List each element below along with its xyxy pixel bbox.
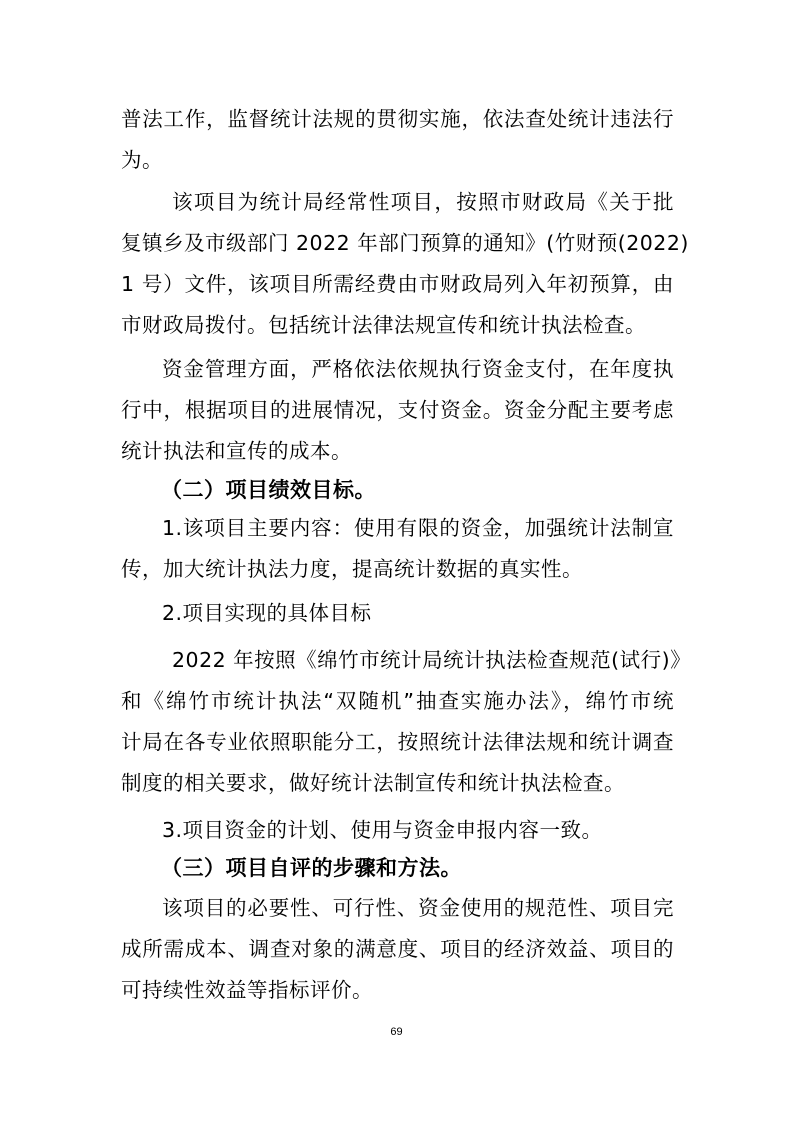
paragraph-6: 3.项目资金的计划、使用与资金申报内容一致。 <box>162 818 603 842</box>
paragraph-2-line-3: 统计执法和宣传的成本。 <box>121 439 352 463</box>
page-number: 69 <box>390 1026 403 1038</box>
paragraph-5-line-2: 和《绵竹市统计执法“双随机”抽查实施办法》，绵竹市统 <box>121 689 674 713</box>
paragraph-1-line-4: 市财政局拨付。包括统计法律法规宣传和统计执法检查。 <box>121 313 646 337</box>
paragraph-5-line-4: 制度的相关要求，做好统计法制宣传和统计执法检查。 <box>121 771 625 795</box>
paragraph-1-line-3: 1 号）文件，该项目所需经费由市财政局列入年初预算，由 <box>121 272 674 296</box>
paragraph-3-line-1: 1.该项目主要内容：使用有限的资金，加强统计法制宣 <box>162 516 674 540</box>
paragraph-5-line-1: 2022 年按照《绵竹市统计局统计执法检查规范(试行)》 <box>172 648 692 672</box>
paragraph-0-line-2: 为。 <box>121 148 163 172</box>
paragraph-1-line-1: 该项目为统计局经常性项目，按照市财政局《关于批 <box>172 190 674 214</box>
section-heading-3: （三）项目自评的步骤和方法。 <box>161 856 462 880</box>
paragraph-5-line-3: 计局在各专业依照职能分工，按照统计法律法规和统计调查 <box>121 730 674 754</box>
paragraph-2-line-2: 行中，根据项目的进展情况，支付资金。资金分配主要考虑 <box>121 398 674 422</box>
paragraph-7-line-1: 该项目的必要性、可行性、资金使用的规范性、项目完 <box>162 896 674 920</box>
paragraph-7-line-3: 可持续性效益等指标评价。 <box>121 978 373 1002</box>
paragraph-1-line-2: 复镇乡及市级部门 2022 年部门预算的通知》(竹财预(2022) <box>121 231 689 255</box>
paragraph-3-line-2: 传，加大统计执法力度，提高统计数据的真实性。 <box>121 557 583 581</box>
paragraph-2-line-1: 资金管理方面，严格依法依规执行资金支付，在年度执 <box>162 357 674 381</box>
section-heading-2: （二）项目绩效目标。 <box>161 478 376 502</box>
paragraph-4: 2.项目实现的具体目标 <box>162 601 372 625</box>
paragraph-0-line-1: 普法工作，监督统计法规的贯彻实施，依法查处统计违法行 <box>121 107 674 131</box>
paragraph-7-line-2: 成所需成本、调查对象的满意度、项目的经济效益、项目的 <box>121 937 674 961</box>
